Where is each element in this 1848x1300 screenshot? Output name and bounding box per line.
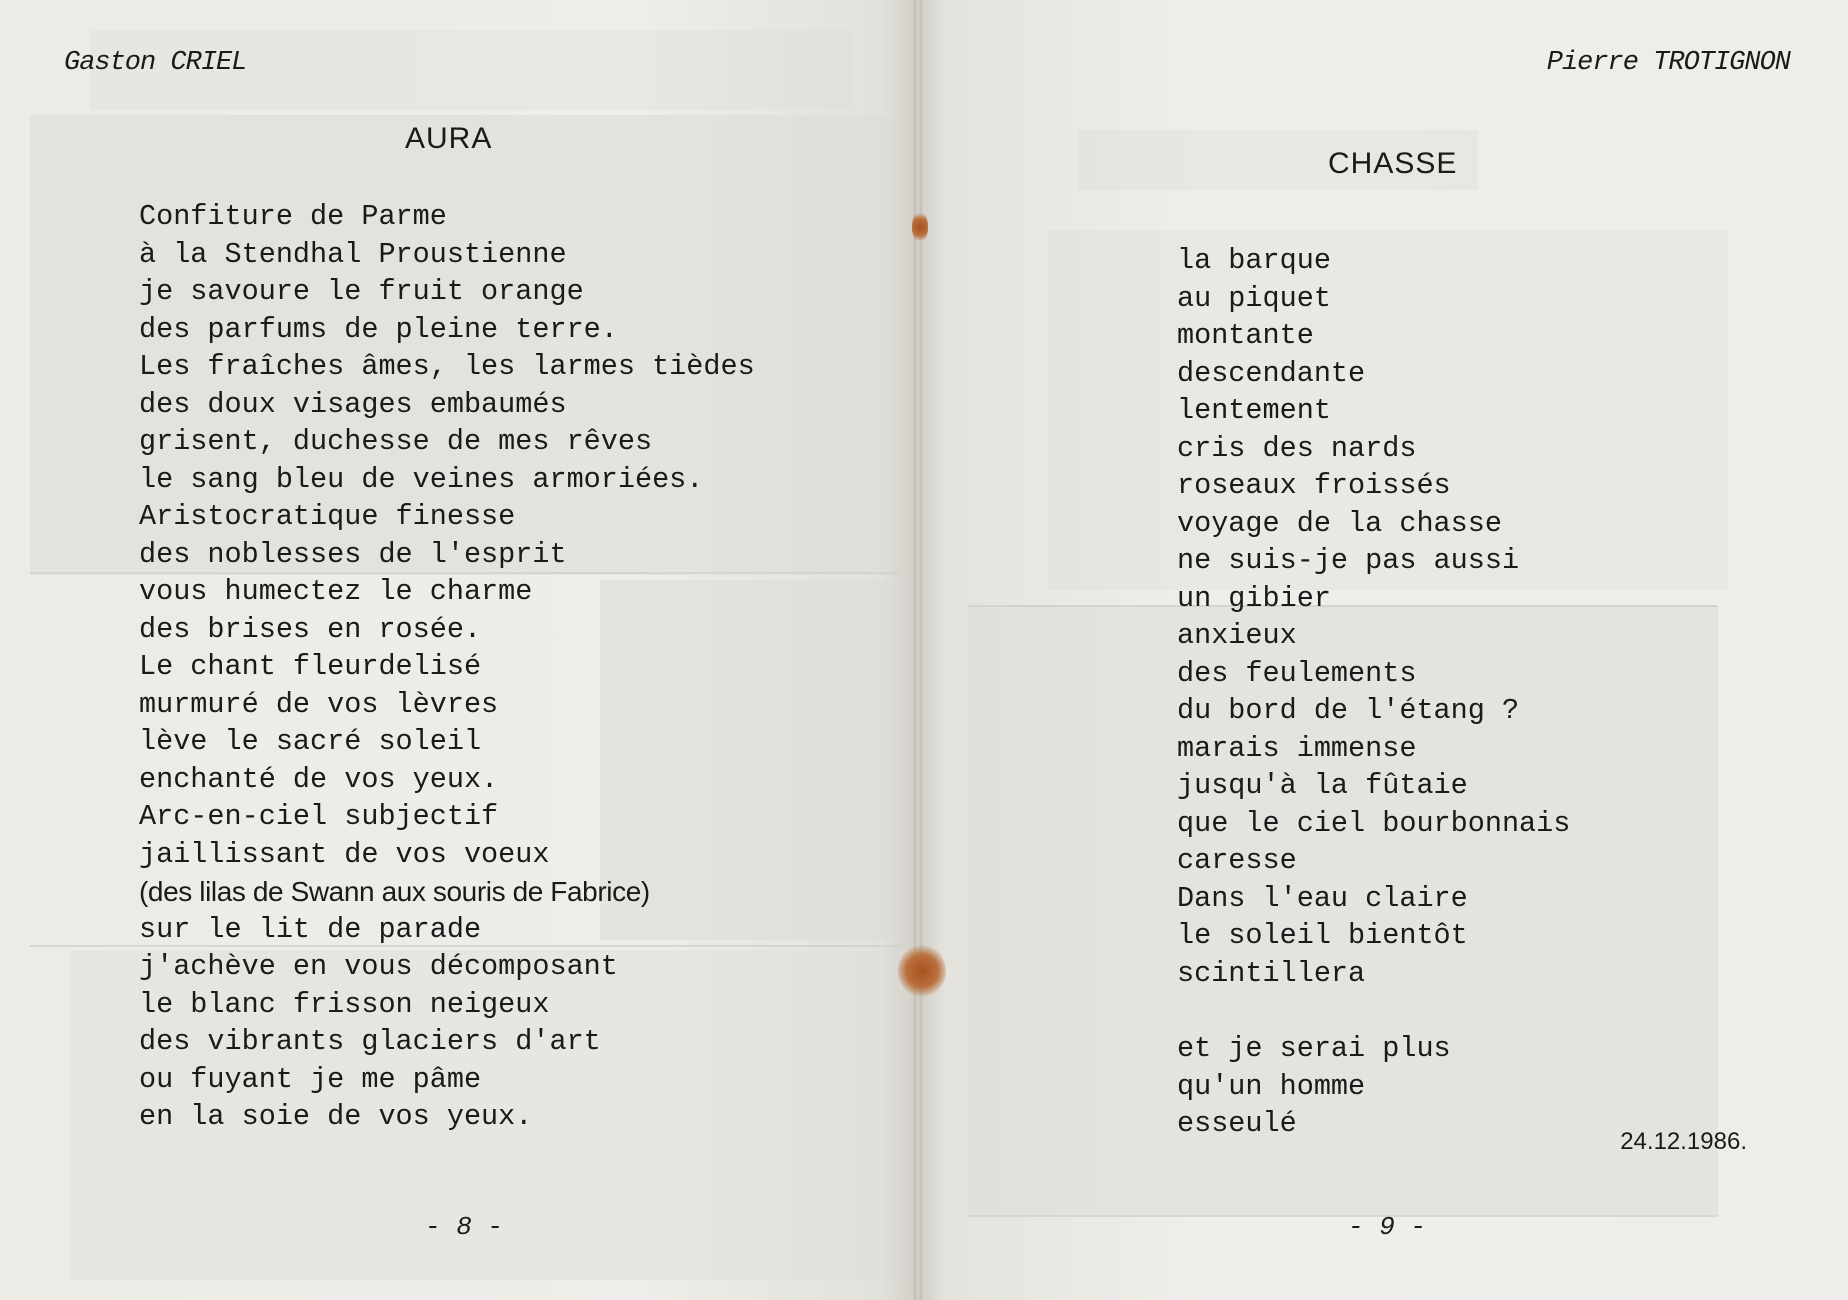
- poem-line: enchanté de vos yeux.: [139, 762, 499, 796]
- poem-line: montante: [1177, 319, 1314, 352]
- rust-stain: [898, 945, 946, 997]
- poem-line: le blanc frisson neigeux: [139, 987, 550, 1021]
- poem-line: grisent, duchesse de mes rêves: [139, 425, 653, 458]
- poem-line: à la Stendhal Proustienne: [139, 237, 567, 271]
- poem-line: Arc-en-ciel subjectif: [139, 800, 499, 833]
- poem-line: Les fraîches âmes, les larmes tièdes: [139, 350, 755, 383]
- poem-line: des noblesses de l'esprit: [139, 537, 567, 571]
- poem-line: roseaux froissés: [1177, 469, 1451, 502]
- poem-line: des feulements: [1177, 656, 1417, 690]
- poem-line: le sang bleu de veines armoriées.: [139, 462, 704, 496]
- poem-line: le soleil bientôt: [1177, 919, 1468, 952]
- poem-line: et je serai plus: [1177, 1032, 1451, 1065]
- poem-line: que le ciel bourbonnais: [1177, 806, 1571, 840]
- poem-line: en la soie de vos yeux.: [139, 1100, 533, 1133]
- poem-line: (des lilas de Swann aux souris de Fabrice): [139, 876, 650, 907]
- poem-line: des brises en rosée.: [139, 612, 482, 646]
- poem-line: voyage de la chasse: [1177, 506, 1502, 540]
- poem-line: cris des nards: [1177, 431, 1417, 465]
- poem-line: lève le sacré soleil: [139, 725, 482, 758]
- poem-line: jusqu'à la fûtaie: [1177, 769, 1468, 802]
- poem-line: anxieux: [1177, 619, 1297, 652]
- poem-line: qu'un homme: [1177, 1069, 1366, 1103]
- poem-line: vous humectez le charme: [139, 575, 533, 608]
- book-spine: [914, 0, 922, 1300]
- poem-title: CHASSE: [1328, 147, 1458, 180]
- poem-line: Aristocratique finesse: [139, 500, 516, 533]
- poem-line: marais immense: [1177, 731, 1417, 765]
- poem-line: caresse: [1177, 844, 1297, 877]
- poem-line: Confiture de Parme: [139, 200, 447, 233]
- poem-line: la barque: [1177, 244, 1331, 277]
- poem-line: un gibier: [1177, 581, 1331, 615]
- poem-line: scintillera: [1177, 956, 1366, 990]
- poem-line: au piquet: [1177, 281, 1331, 315]
- poem-line: des doux visages embaumés: [139, 387, 567, 421]
- left-page: [0, 0, 918, 1300]
- poem-line: des vibrants glaciers d'art: [139, 1025, 601, 1058]
- stanza-gap: [1177, 992, 1570, 1030]
- show-through-rule: [968, 1215, 1718, 1217]
- poem-line: j'achève en vous décomposant: [139, 950, 618, 983]
- rust-stain: [912, 210, 928, 244]
- poem-line: jaillissant de vos voeux: [139, 837, 550, 871]
- poem-line: descendante: [1177, 356, 1366, 390]
- author-name: Pierre TROTIGNON: [1546, 48, 1790, 78]
- poem-line: esseulé: [1177, 1107, 1297, 1140]
- poem-line: lentement: [1177, 394, 1331, 427]
- poem-title: AURA: [405, 122, 493, 155]
- poem-line: ne suis-je pas aussi: [1177, 544, 1520, 577]
- poem-date: 24.12.1986.: [1620, 1128, 1747, 1155]
- page-number: - 8 -: [425, 1212, 504, 1242]
- poem-line: des parfums de pleine terre.: [139, 312, 618, 346]
- poem-text: [139, 198, 755, 1136]
- poem-line: je savoure le fruit orange: [139, 275, 584, 308]
- poem-line: ou fuyant je me pâme: [139, 1062, 482, 1096]
- page-number: - 9 -: [1348, 1212, 1427, 1242]
- poem-line: Dans l'eau claire: [1177, 881, 1468, 915]
- poem-line: du bord de l'étang ?: [1177, 694, 1520, 727]
- poem-line: sur le lit de parade: [139, 912, 482, 946]
- author-name: Gaston CRIEL: [64, 48, 247, 78]
- poem-text: [1177, 242, 1570, 1143]
- right-page: [918, 0, 1848, 1300]
- poem-line: Le chant fleurdelisé: [139, 650, 482, 683]
- poem-line: murmuré de vos lèvres: [139, 687, 499, 721]
